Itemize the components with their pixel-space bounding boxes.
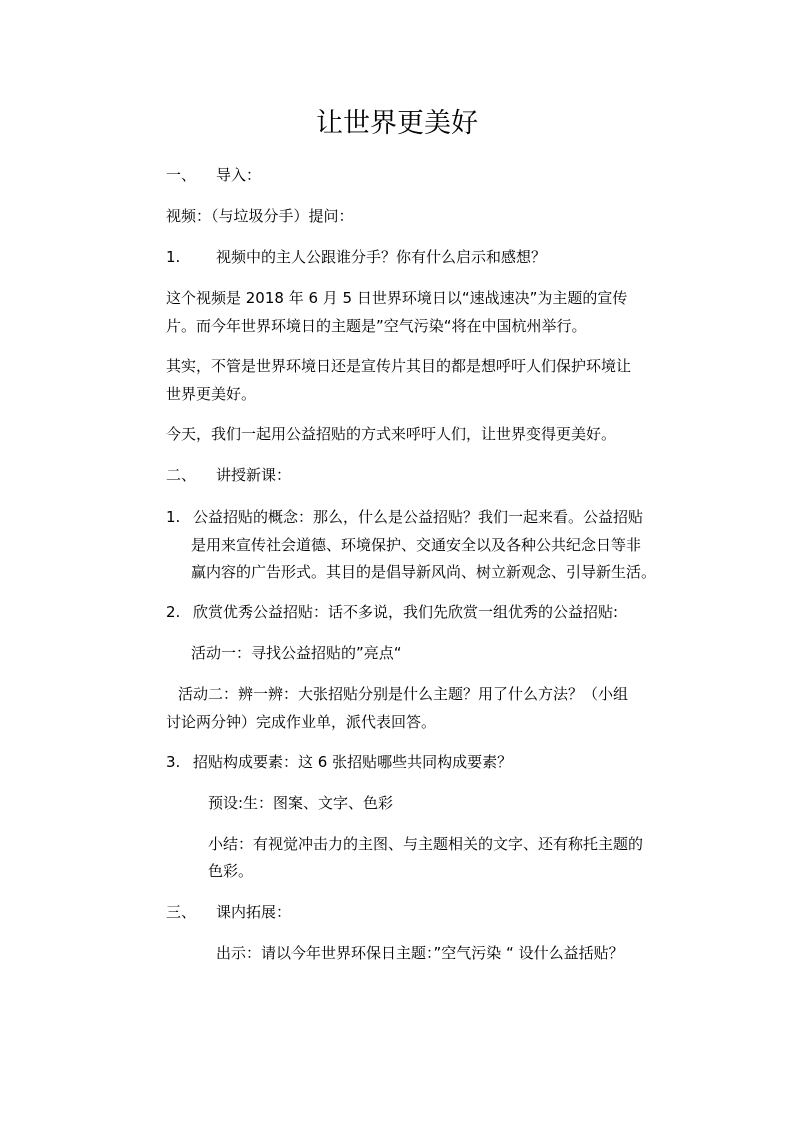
paragraph-1-line-1: 这个视频是 2018 年 6 月 5 日世界环境日以“速战速决”为主题的宣传 <box>166 289 628 307</box>
item-2-number: 2. <box>166 603 181 621</box>
item-1-line-3: 赢内容的广告形式。其目的是倡导新风尚、树立新观念、引导新生活。 <box>191 563 657 581</box>
activity-2-line-1: 活动二：辨一辨：大张招贴分别是什么主题？用了什么方法？（小组 <box>178 685 629 703</box>
item-3-number: 3. <box>166 753 181 771</box>
paragraph-2-line-1: 其实，不管是世界环境日还是宣传片其目的都是想呼吁人们保护环境让 <box>166 357 632 375</box>
summary-line-2: 色彩。 <box>208 862 254 880</box>
preset-line: 预设:生：图案、文字、色彩 <box>208 794 394 812</box>
activity-1: 活动一：寻找公益招贴的”亮点“ <box>191 644 402 662</box>
paragraph-3: 今天，我们一起用公益招贴的方式来呼吁人们，让世界变得更美好。 <box>166 425 617 443</box>
paragraph-2-line-2: 世界更美好。 <box>166 385 257 403</box>
activity-2-line-2: 讨论两分钟）完成作业单，派代表回答。 <box>166 713 437 731</box>
item-1-line-1: 公益招贴的概念：那么，什么是公益招贴？我们一起来看。公益招贴 <box>193 508 644 526</box>
item-3-text: 招贴构成要素：这 6 张招贴哪些共同构成要素？ <box>193 753 513 771</box>
question-1-text: 视频中的主人公跟谁分手？你有什么启示和感想？ <box>216 248 547 266</box>
item-2-text: 欣赏优秀公益招贴：话不多说，我们先欣赏一组优秀的公益招贴: <box>193 603 619 621</box>
section-2-number: 二、 <box>166 466 197 484</box>
section-3-number: 三、 <box>166 903 197 921</box>
section-1-number: 一、 <box>166 166 197 184</box>
item-1-number: 1. <box>166 508 181 526</box>
question-1-number: 1. <box>166 248 181 266</box>
video-line: 视频：（与垃圾分手）提问： <box>166 207 354 225</box>
paragraph-1-line-2: 片。而今年世界环境日的主题是”空气污染“将在中国杭州举行。 <box>166 317 587 335</box>
section-3-heading: 课内拓展： <box>216 903 292 921</box>
item-1-line-2: 是用来宣传社会道德、环境保护、交通安全以及各种公共纪念日等非 <box>191 536 642 554</box>
section-2-heading: 讲授新课： <box>216 466 292 484</box>
section-1-heading: 导入： <box>216 166 262 184</box>
show-line: 出示：请以今年世界环保日主题：”空气污染 “ 设什么益括贴？ <box>216 944 624 962</box>
summary-line-1: 小结：有视觉冲击力的主图、与主题相关的文字、还有称托主题的 <box>208 835 644 853</box>
page-title: 让世界更美好 <box>316 108 478 139</box>
